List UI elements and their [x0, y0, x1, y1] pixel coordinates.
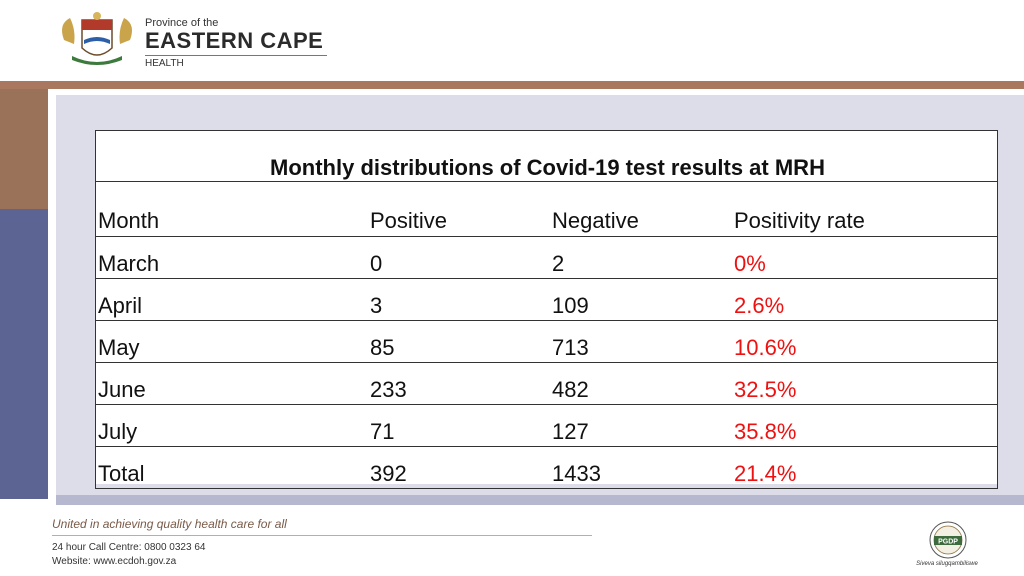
- header-positive: Positive: [370, 208, 448, 233]
- cell-negative: 482: [552, 377, 589, 402]
- cell-month: April: [96, 279, 369, 321]
- left-strip-top: [0, 89, 48, 209]
- pgdp-tagline: Siveva silugqambiliswe: [916, 561, 978, 567]
- cell-negative: 109: [552, 293, 589, 318]
- cell-positivity-rate: 35.8%: [732, 405, 998, 447]
- cell-negative: 127: [552, 419, 589, 444]
- cell-negative: 2: [552, 251, 565, 276]
- org-divider: [145, 55, 327, 56]
- table-row: [96, 363, 998, 405]
- pgdp-logo-text: PGDP: [938, 538, 958, 546]
- cell-negative: 1433: [552, 461, 601, 486]
- content-panel-bottom: [56, 495, 1024, 505]
- cell-month: July: [96, 405, 369, 447]
- cell-negative: 713: [552, 335, 589, 360]
- cell-positive: 85: [370, 335, 395, 360]
- cell-positive: 233: [370, 377, 407, 402]
- header-negative: Negative: [552, 208, 639, 233]
- cell-positivity-rate: 21.4%: [732, 447, 998, 489]
- footer-slogan: United in achieving quality health care for all: [52, 517, 287, 531]
- cell-positivity-rate: 10.6%: [732, 321, 998, 363]
- table-row: [96, 405, 998, 447]
- org-line3: HEALTH: [145, 58, 184, 69]
- table-row-total: [96, 447, 998, 489]
- cell-month: March: [96, 237, 369, 279]
- cell-positive: 3: [370, 293, 383, 318]
- left-strip-divider: [48, 89, 56, 499]
- brown-bar: [0, 81, 1024, 89]
- header: [0, 0, 1024, 82]
- pgdp-logo: [924, 520, 972, 560]
- organization-name: [145, 17, 327, 69]
- header-positivity-rate: Positivity rate: [732, 182, 998, 237]
- cell-positivity-rate: 0%: [732, 237, 998, 279]
- cell-positive: 71: [370, 419, 395, 444]
- table-row: [96, 237, 998, 279]
- table-title: Monthly distributions of Covid-19 test results at MRH: [270, 155, 825, 180]
- org-line2: EASTERN CAPE: [145, 28, 324, 53]
- coat-of-arms-logo: [52, 10, 142, 70]
- cell-positivity-rate: 32.5%: [732, 363, 998, 405]
- cell-positive: 0: [370, 251, 383, 276]
- footer-divider: [52, 535, 592, 536]
- table-header-row: [96, 182, 998, 237]
- footer-call-centre: 24 hour Call Centre: 0800 0323 64: [52, 542, 206, 553]
- covid-results-table: [95, 130, 998, 489]
- org-line1: Province of the: [145, 17, 219, 29]
- cell-month: Total: [96, 447, 369, 489]
- table-title-row: [96, 131, 998, 182]
- footer-website: Website: www.ecdoh.gov.za: [52, 556, 177, 567]
- cell-month: June: [96, 363, 369, 405]
- header-month: Month: [96, 182, 369, 237]
- cell-positivity-rate: 2.6%: [732, 279, 998, 321]
- table-row: [96, 321, 998, 363]
- cell-month: May: [96, 321, 369, 363]
- cell-positive: 392: [370, 461, 407, 486]
- table-row: [96, 279, 998, 321]
